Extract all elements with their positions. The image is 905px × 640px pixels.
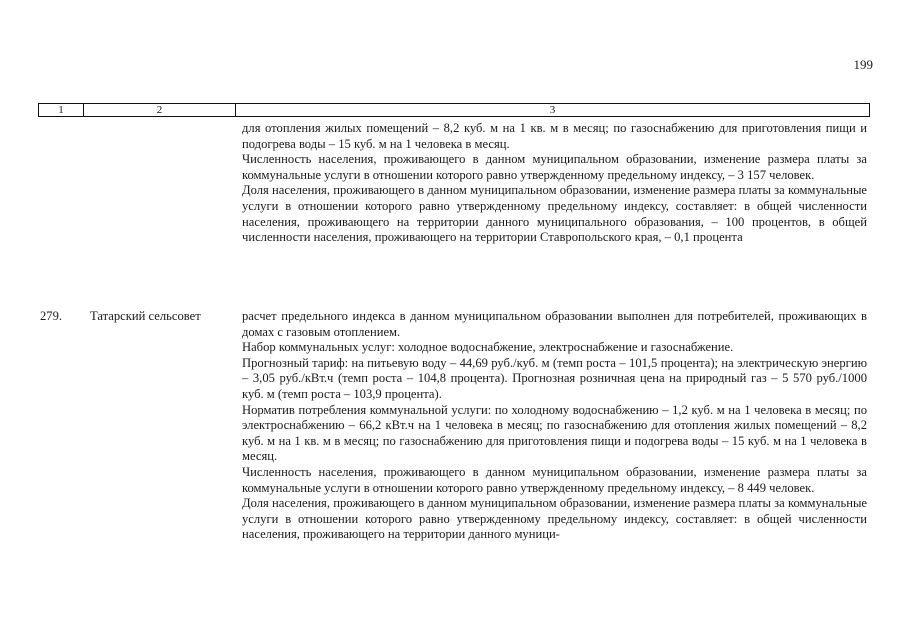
paragraph: Доля населения, проживающего в данном муниципальном образовании, изменение размера платы за коммунальные услуги в отношении которого равно утвержденному предельному индексу, составляет: в общей численности населения, проживающего на территории данного муниципального образования, – 100 процентов, в общей численности населения, проживающего на территории Ставропольского края, – 0,1 процента [242,183,867,245]
paragraph: Численность населения, проживающего в данном муниципальном образовании, изменение размера платы за коммунальные услуги в отношении которого равно утвержденному предельному индексу, – 8 449 человек. [242,464,867,495]
column-header-1: 1 [39,104,84,116]
paragraph: Доля населения, проживающего в данном муниципальном образовании, изменение размера платы за коммунальные услуги в отношении которого равно утвержденному предельному индексу, составляет: в общей численности населения, проживающего на территории данного муници- [242,496,867,542]
entry-text [242,309,867,543]
paragraph: для отопления жилых помещений – 8,2 куб. м на 1 кв. м в месяц; по газоснабжению для приготовления пищи и подогрева воды – 15 куб. м на 1 человека в месяц. [242,121,867,151]
column-header-3: 3 [549,104,556,116]
paragraph: Норматив потребления коммунальной услуги: по холодному водоснабжению – 1,2 куб. м на 1 человека в месяц; по электроснабжению – 66,2 кВт.ч на 1 человека в месяц; по газоснабжению для отопления жилых помещений – 8,2 куб. м на 1 кв. м в месяц; по газоснабжению для приготовления пищи и подогрева воды – 15 куб. м на 1 человека в месяц. [242,402,867,464]
continuation-text [242,121,867,246]
page-number: 199 [853,57,873,72]
paragraph: Набор коммунальных услуг: холодное водоснабжение, электроснабжение и газоснабжение. [242,340,734,355]
paragraph: расчет предельного индекса в данном муниципальном образовании выполнен для потребителей, проживающих в домах с газовым отоплением. [242,309,867,339]
paragraph: Численность населения, проживающего в данном муниципальном образовании, изменение размера платы за коммунальные услуги в отношении которого равно утвержденному предельному индексу, – 3 157 человек. [242,152,867,182]
column-header-2: 2 [84,104,236,116]
paragraph: Прогнозный тариф: на питьевую воду – 44,69 руб./куб. м (темп роста – 101,5 процента); на электрическую энергию – 3,05 руб./кВт.ч (темп роста – 104,8 процента). Прогнозная розничная цена на природный газ – 5 570 руб./1000 куб. м (темп роста – 103,9 процента). [242,355,867,401]
table-header-row [38,103,870,117]
entry-municipality-name: Татарский сельсовет [90,309,201,323]
entry-number: 279. [40,309,63,323]
